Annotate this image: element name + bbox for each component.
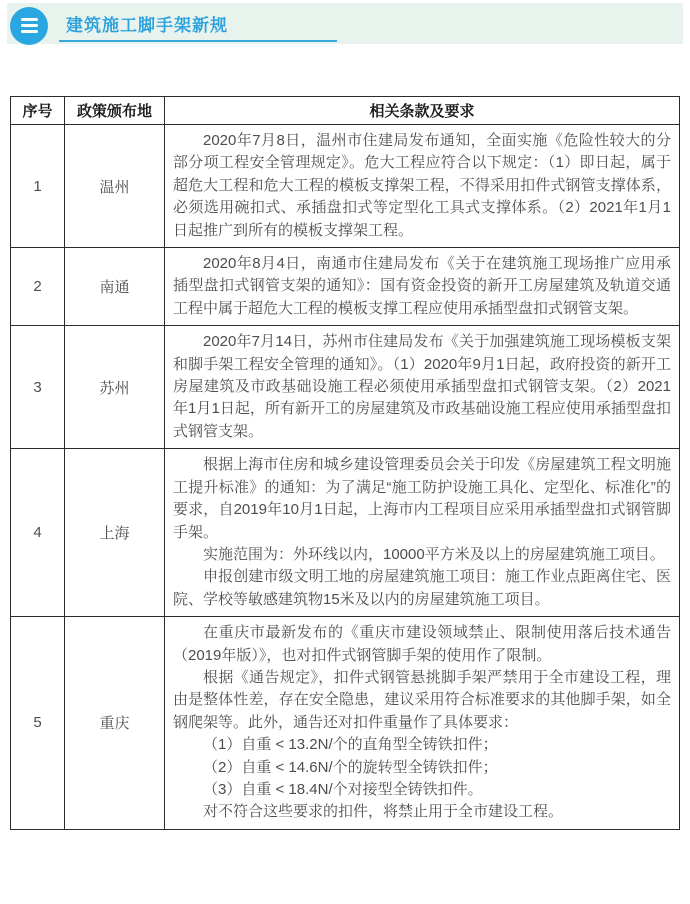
policy-requirements xyxy=(165,326,680,449)
column-header-city: 政策颁布地 xyxy=(65,97,165,125)
policy-table-body xyxy=(11,125,680,830)
policy-city: 重庆 xyxy=(65,617,165,830)
column-header-no: 序号 xyxy=(11,97,65,125)
policy-paragraph: 对不符合这些要求的扣件，将禁止用于全市建设工程。 xyxy=(203,803,564,821)
row-number: 2 xyxy=(11,248,65,326)
policy-requirements xyxy=(165,248,680,326)
policy-paragraph: 申报创建市级文明工地的房屋建筑施工项目：施工作业点距离住宅、医院、学校等敏感建筑物15米及以内的房屋建筑施工项目。 xyxy=(173,568,671,608)
table-row xyxy=(11,125,680,248)
policy-requirements xyxy=(165,125,680,248)
title-underline xyxy=(59,40,337,42)
policy-paragraph: 根据《通告规定》，扣件式钢管悬挑脚手架严禁用于全市建设工程，理由是整体性差，存在安全隐患，建议采用符合标准要求的其他脚手架，如全钢爬架等。此外，通告还对扣件重量作了具体要求： xyxy=(173,668,671,731)
menu-icon xyxy=(10,7,48,45)
table-header-row xyxy=(11,97,680,125)
policy-paragraph: 2020年8月4日，南通市住建局发布《关于在建筑施工现场推广应用承插型盘扣式钢管支架的通知》：国有资金投资的新开工房屋建筑及轨道交通工程中属于超危大工程的模板支撑工程应使用承插型盘扣式钢管支架。 xyxy=(173,255,671,317)
menu-icon-bar xyxy=(21,30,38,33)
policy-city: 温州 xyxy=(65,125,165,248)
page-title: 建筑施工脚手架新规 xyxy=(66,16,228,35)
column-header-requirements: 相关条款及要求 xyxy=(165,97,680,125)
policy-city: 南通 xyxy=(65,248,165,326)
table-row xyxy=(11,449,680,617)
row-number: 5 xyxy=(11,617,65,830)
policy-paragraph: （1）自重 < 13.2N/个的直角型全铸铁扣件； xyxy=(203,736,498,754)
row-number: 3 xyxy=(11,326,65,449)
policy-paragraph: 2020年7月8日，温州市住建局发布通知，全面实施《危险性较大的分部分项工程安全管理规定》。危大工程应符合以下规定：（1）即日起，属于超危大工程和危大工程的模板支撑架工程，不得采用扣件式钢管支撑体系，必须选用碗扣式、承插盘扣式等定型化工具式支撑体系。（2）2021年1月1日起推广到所有的模板支撑架工程。 xyxy=(173,132,671,239)
policy-requirements xyxy=(165,449,680,617)
policy-paragraph: 在重庆市最新发布的《重庆市建设领域禁止、限制使用落后技术通告（2019年版）》，也对扣件式钢管脚手架的使用作了限制。 xyxy=(173,624,671,664)
policy-paragraph: （2）自重 < 14.6N/个的旋转型全铸铁扣件； xyxy=(203,758,498,776)
table-row xyxy=(11,326,680,449)
table-row xyxy=(11,248,680,326)
table-row xyxy=(11,617,680,830)
page xyxy=(0,3,690,904)
policy-table xyxy=(10,96,680,830)
policy-city: 上海 xyxy=(65,449,165,617)
policy-paragraph: 2020年7月14日，苏州市住建局发布《关于加强建筑施工现场模板支架和脚手架工程安全管理的通知》。（1）2020年9月1日起，政府投资的新开工房屋建筑及市政基础设施工程必须使用承插型盘扣式钢管支架。（2）2021年1月1日起，所有新开工的房屋建筑及市政基础设施工程应使用承插型盘扣式钢管支架。 xyxy=(173,333,671,440)
policy-paragraph: （3）自重 < 18.4N/个对接型全铸铁扣件。 xyxy=(203,780,483,798)
policy-city: 苏州 xyxy=(65,326,165,449)
policy-paragraph: 实施范围为：外环线以内，10000平方米及以上的房屋建筑施工项目。 xyxy=(203,545,665,563)
policy-paragraph: 根据上海市住房和城乡建设管理委员会关于印发《房屋建筑工程文明施工提升标准》的通知：为了满足“施工防护设施工具化、定型化、标准化”的要求，自2019年10月1日起，上海市内工程项目应采用承插型盘扣式钢管脚手架。 xyxy=(173,456,671,541)
section-header xyxy=(7,3,683,44)
row-number: 4 xyxy=(11,449,65,617)
row-number: 1 xyxy=(11,125,65,248)
policy-requirements xyxy=(165,617,680,830)
menu-icon-bar xyxy=(21,18,38,21)
menu-icon-bar xyxy=(21,24,38,27)
